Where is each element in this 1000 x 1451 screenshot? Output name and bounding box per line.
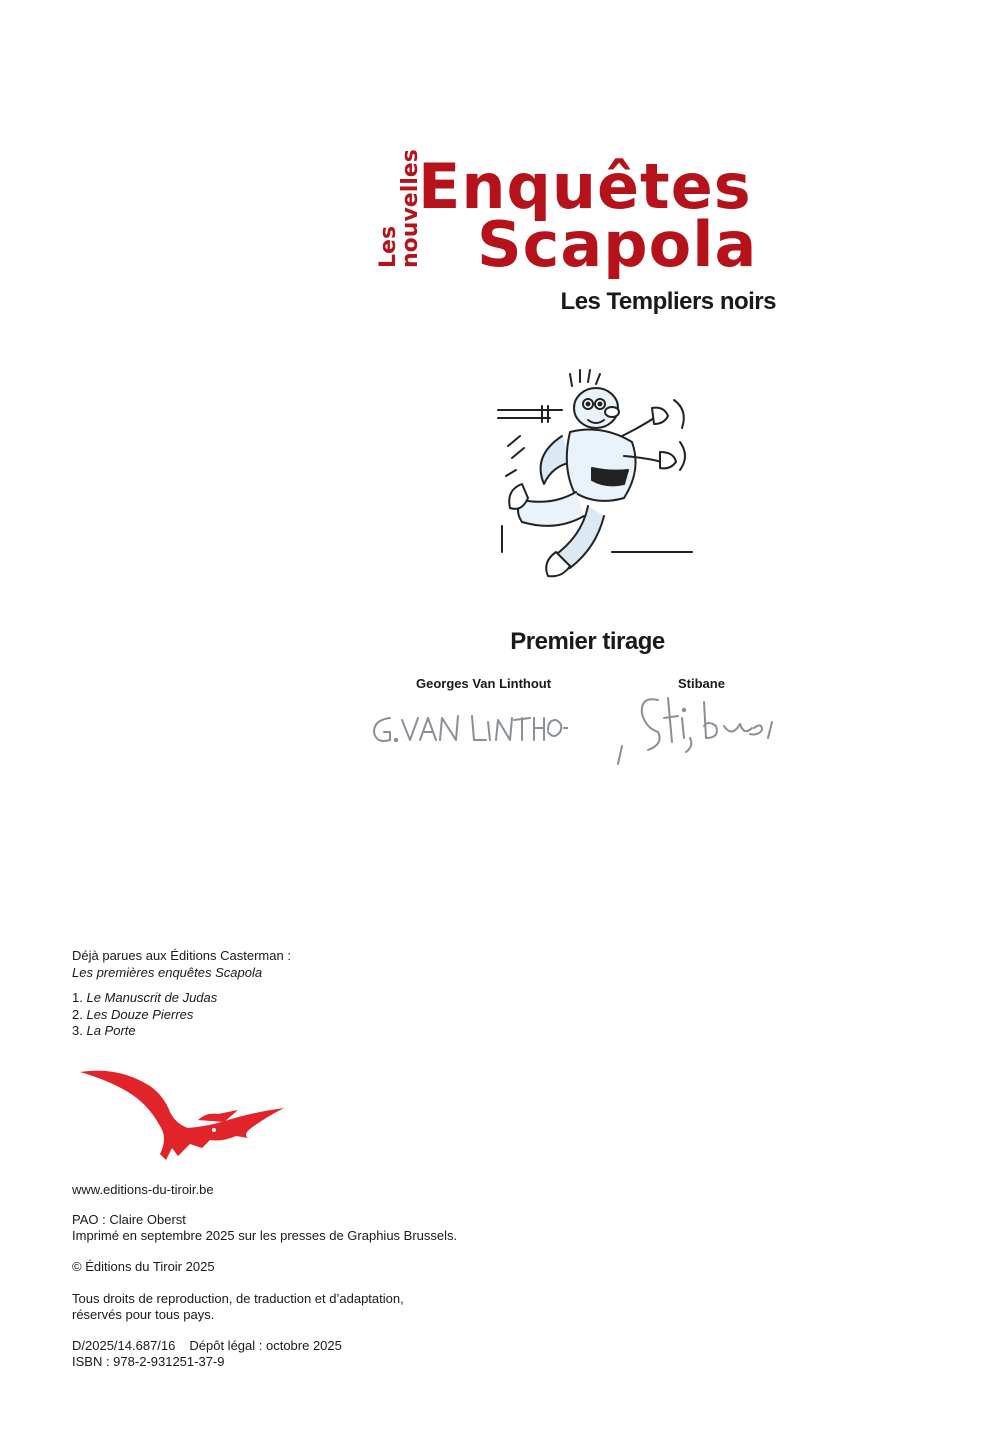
title-enquetes: Enquêtes — [418, 150, 752, 223]
album-subtitle: Les Templiers noirs — [560, 288, 776, 315]
author-name: Stibane — [678, 676, 725, 691]
list-item-number: 2. — [72, 1006, 83, 1022]
pao-credit: PAO : Claire Oberst — [72, 1212, 186, 1227]
author-signature-image — [368, 702, 568, 750]
prior-works-intro: Déjà parues aux Éditions Casterman : — [72, 948, 291, 963]
legal-deposit-date: Dépôt légal : octobre 2025 — [189, 1338, 342, 1353]
list-item-title: Les Douze Pierres — [86, 1006, 194, 1022]
list-item-number: 3. — [72, 1023, 83, 1038]
deposit-number: D/2025/14.687/16 — [72, 1338, 176, 1353]
author-signature-image — [612, 688, 782, 768]
prior-works-series: Les premières enquêtes Scapola — [72, 965, 263, 980]
list-item-title: La Porte — [86, 1023, 136, 1038]
list-item-number: 1. — [72, 990, 83, 1005]
author-name: Georges Van Linthout — [416, 676, 552, 691]
edition-label: Premier tirage — [510, 628, 665, 655]
title-scapola: Scapola — [477, 208, 758, 281]
list-item — [72, 1007, 217, 1024]
publisher-website-link[interactable]: www.editions-du-tiroir.be — [72, 1182, 214, 1197]
prior-works-list — [72, 990, 217, 1040]
pterodactyl-logo-icon — [78, 1064, 288, 1164]
list-item — [72, 990, 217, 1007]
isbn-number: ISBN : 978-2-931251-37-9 — [72, 1354, 225, 1369]
copyright-notice: © Éditions du Tiroir 2025 — [72, 1259, 215, 1274]
series-prefix-nouvelles: nouvelles — [398, 149, 423, 268]
list-item — [72, 1023, 217, 1040]
rights-notice-line2: réservés pour tous pays. — [72, 1307, 215, 1322]
rights-notice-line1: Tous droits de reproduction, de traduction et d’adaptation, — [72, 1291, 404, 1306]
printing-info: Imprimé en septembre 2025 sur les presses de Graphius Brussels. — [72, 1228, 458, 1243]
series-prefix-les: Les — [376, 225, 401, 268]
scapola-sketch-illustration — [492, 366, 704, 584]
list-item-title: Le Manuscrit de Judas — [86, 990, 218, 1005]
legal-deposit-line — [72, 1338, 342, 1355]
